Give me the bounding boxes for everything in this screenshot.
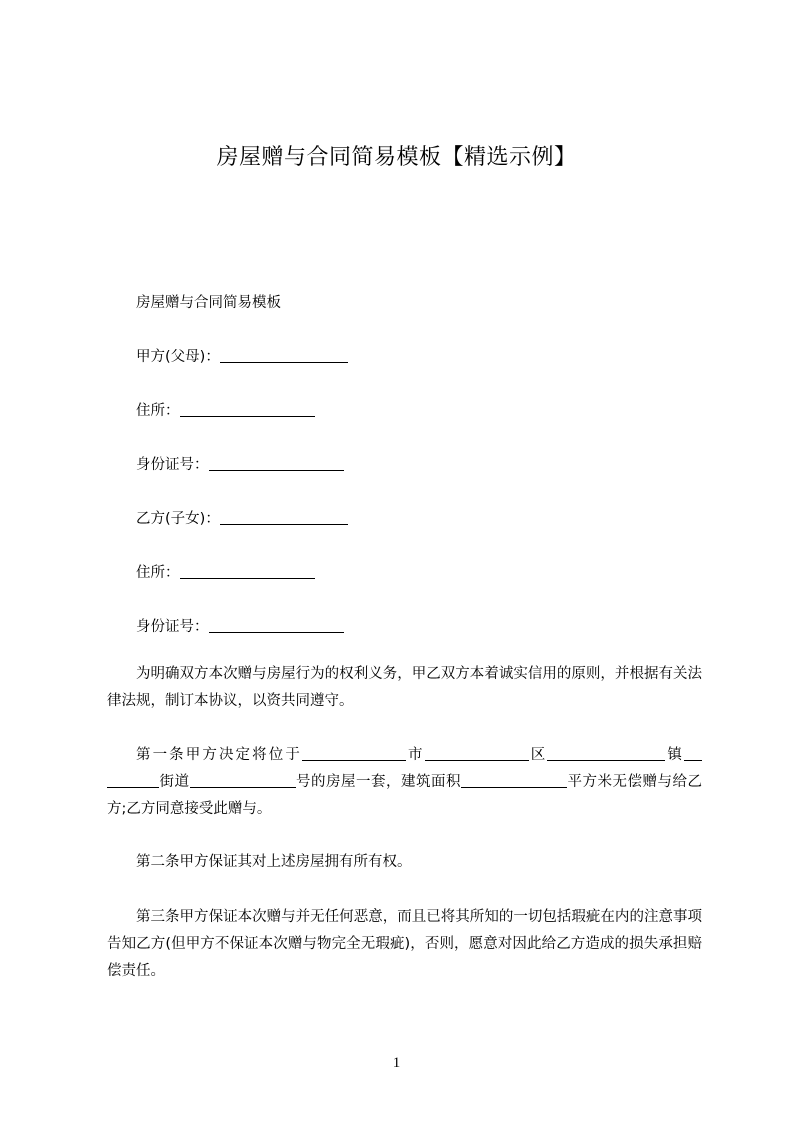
- party-b-line: [136, 507, 348, 528]
- address-b-line: [136, 561, 315, 582]
- article-1-paragraph: [107, 742, 702, 823]
- city-blank: [302, 746, 406, 761]
- intro-paragraph: 为明确双方本次赠与房屋行为的权利义务，甲乙双方本着诚实信用的原则，并根据有关法律法规，制订本协议，以资共同遵守。: [107, 666, 702, 709]
- party-a-label: 甲方(父母)：: [136, 349, 220, 365]
- article-1-part-3: 区: [528, 747, 548, 763]
- article-3-paragraph: 第三条甲方保证本次赠与并无任何恶意，而且已将其所知的一切包括瑕疵在内的注意事项告知乙方(但甲方不保证本次赠与物完全无瑕疵)，否则，愿意对因此给乙方造成的损失承担赔偿责任。: [107, 909, 702, 979]
- address-a-label: 住所：: [136, 403, 180, 419]
- article-1-part-7: 平方米无偿赠与给乙方;乙方同意接受此赠与。: [107, 774, 702, 817]
- article-1-part-5: 街道: [159, 774, 190, 790]
- article-1-part-2: 市: [405, 747, 425, 763]
- party-b-blank: [220, 510, 348, 525]
- number-blank: [190, 773, 296, 788]
- document-subtitle: 房屋赠与合同简易模板: [136, 295, 281, 311]
- district-blank: [425, 746, 529, 761]
- address-a-blank: [180, 402, 315, 417]
- town-blank: [547, 746, 665, 761]
- id-b-label: 身份证号：: [136, 619, 209, 635]
- document-title: 房屋赠与合同简易模板【精选示例】: [216, 145, 577, 170]
- article-2-paragraph: 第二条甲方保证其对上述房屋拥有所有权。: [136, 854, 412, 870]
- street-blank: [107, 773, 159, 788]
- id-b-line: [136, 615, 344, 636]
- page-number: 1: [392, 1055, 401, 1071]
- party-a-line: [136, 345, 348, 366]
- address-b-label: 住所：: [136, 565, 180, 581]
- id-b-blank: [209, 618, 344, 633]
- article-1-part-4: 镇: [665, 747, 684, 763]
- address-b-blank: [180, 564, 315, 579]
- id-a-label: 身份证号：: [136, 457, 209, 473]
- party-a-blank: [220, 348, 348, 363]
- town-trail-blank: [684, 746, 702, 761]
- party-b-label: 乙方(子女)：: [136, 511, 220, 527]
- article-1-part-1: 第一条甲方决定将位于: [136, 747, 302, 763]
- id-a-line: [136, 453, 344, 474]
- article-1-part-6: 号的房屋一套，建筑面积: [295, 774, 461, 790]
- id-a-blank: [209, 456, 344, 471]
- area-blank: [461, 773, 567, 788]
- address-a-line: [136, 399, 315, 420]
